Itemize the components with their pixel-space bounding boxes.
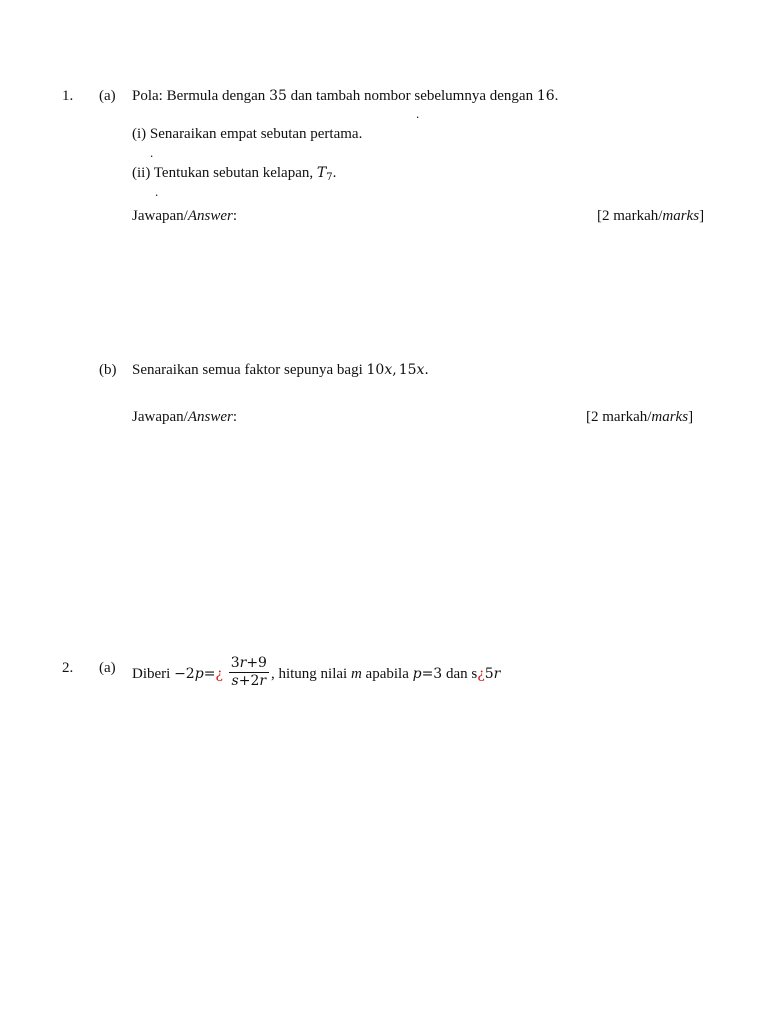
q2a-p-var: p: [412, 666, 422, 682]
q1a-pattern-prefix: Pola: Bermula dengan: [132, 88, 270, 104]
q1a-add-value: 16: [536, 88, 555, 104]
denominator-var-2: r: [259, 673, 267, 690]
q1b-end: .: [424, 362, 429, 378]
q1a-sub-ii-end: .: [332, 165, 337, 181]
q1b-text: Senaraikan semua faktor sepunya bagi: [132, 362, 367, 378]
answer-label-1a: [132, 208, 237, 225]
denominator-plus: +2: [238, 673, 260, 690]
fraction-denominator: [229, 673, 269, 689]
q2a-after-fraction: , hitung nilai: [270, 666, 351, 682]
numerator-const: +9: [246, 655, 267, 672]
marks-prefix: [2 markah/: [597, 208, 663, 224]
q1a-start-value: 35: [269, 88, 287, 104]
q2a-error-glyph: ¿: [215, 666, 223, 682]
marks-suffix: ]: [699, 208, 705, 224]
fraction-numerator: [229, 656, 269, 673]
answer-label-1b: [132, 409, 237, 426]
numerator-var: r: [239, 655, 247, 672]
stray-dot: .: [155, 184, 159, 199]
q1b-var-1: x: [384, 362, 393, 378]
q1a-sub-ii-text: (ii) Tentukan sebutan kelapan,: [132, 165, 317, 181]
q2a-r-var: r: [493, 666, 501, 682]
numerator-coef: 3: [230, 655, 240, 672]
question-number-2: 2.: [62, 660, 74, 676]
q2a-dan: dan s: [442, 666, 478, 682]
part-label-2a: (a): [99, 660, 116, 676]
answer-label-suffix: :: [232, 409, 237, 425]
q1b-comma: ,: [392, 362, 397, 378]
q1a-sub-ii: [132, 165, 336, 182]
stray-dot: .: [416, 106, 420, 121]
q1b-coef-1: 10: [366, 362, 385, 378]
q1a-pattern-end: .: [554, 88, 559, 104]
part-label-1a: (a): [99, 88, 116, 104]
q2a-apabila: apabila: [361, 666, 413, 682]
q1a-term-subscript: 7: [326, 172, 333, 183]
q2a-lhs-var: p: [194, 666, 204, 682]
q2a-statement: [132, 656, 500, 692]
q1a-term-variable: T: [316, 165, 327, 181]
question-number-1: 1.: [62, 88, 74, 104]
answer-label-italic: Answer: [187, 208, 233, 224]
q1a-sub-i: (i) Senaraikan empat sebutan pertama.: [132, 126, 363, 142]
q2a-p-value: =3: [421, 666, 443, 682]
stray-dot: .: [150, 145, 154, 160]
part-label-1b: (b): [99, 362, 117, 378]
q1b-statement: [132, 362, 429, 379]
answer-label-prefix: Jawapan/: [132, 208, 188, 224]
q2a-equals: =: [203, 666, 216, 682]
answer-label-prefix: Jawapan/: [132, 409, 188, 425]
q2a-error-glyph-2: ¿: [477, 666, 485, 682]
q1a-pattern-statement: [132, 88, 558, 105]
answer-label-italic: Answer: [187, 409, 233, 425]
q2a-diberi: Diberi: [132, 666, 175, 682]
q2a-five: 5: [484, 666, 494, 682]
answer-label-suffix: :: [232, 208, 237, 224]
q2a-lhs-coef: −2: [174, 666, 195, 682]
marks-prefix: [2 markah/: [586, 409, 652, 425]
q2a-fraction: [229, 656, 269, 689]
q1b-var-2: x: [416, 362, 425, 378]
q1a-pattern-middle: dan tambah nombor sebelumnya dengan: [286, 88, 537, 104]
q2a-m-var: m: [350, 666, 362, 682]
marks-italic: marks: [662, 208, 700, 224]
q1b-coef-2: 15: [398, 362, 417, 378]
marks-suffix: ]: [688, 409, 694, 425]
marks-italic: marks: [651, 409, 689, 425]
denominator-var-1: s: [231, 673, 239, 690]
marks-label-1a: [597, 208, 704, 225]
marks-label-1b: [586, 409, 693, 426]
